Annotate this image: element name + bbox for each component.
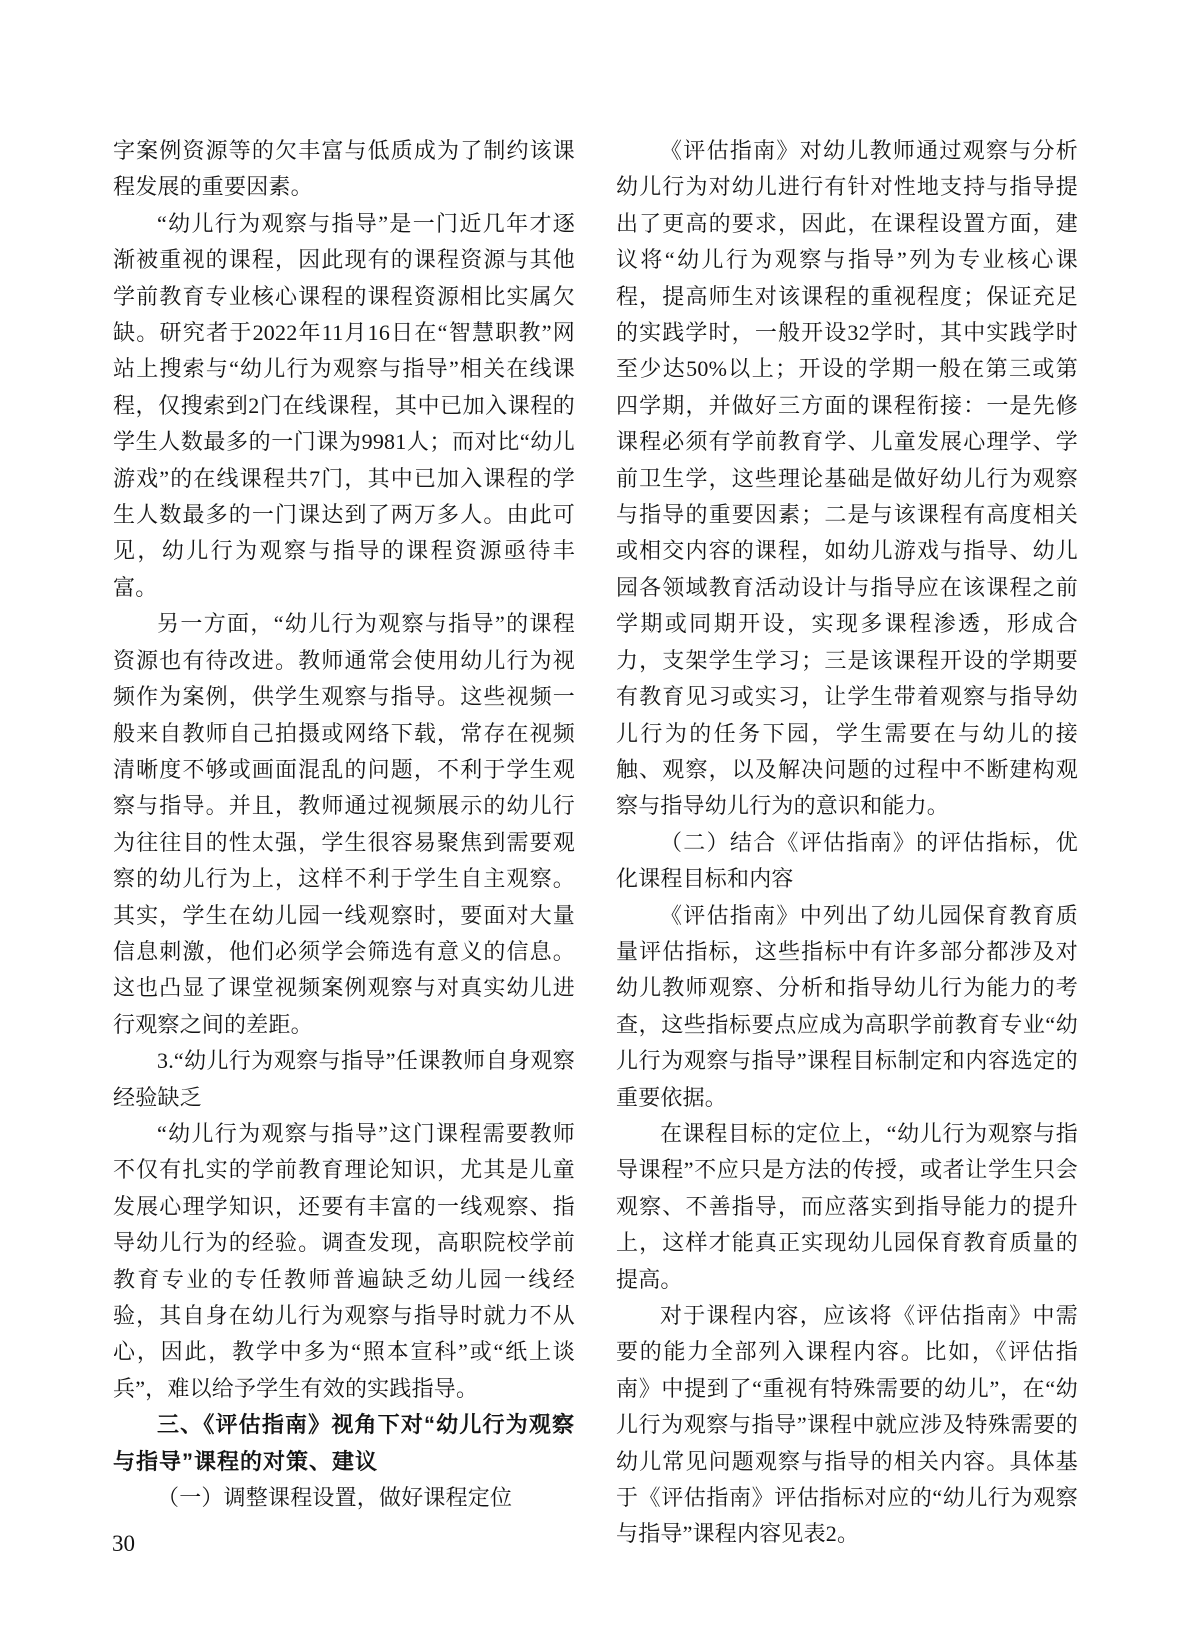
subsection-heading: 3.“幼儿行为观察与指导”任课教师自身观察经验缺乏 <box>113 1048 575 1110</box>
right-column <box>616 133 1078 1553</box>
paragraph: 《评估指南》对幼儿教师通过观察与分析幼儿行为对幼儿进行有针对性地支持与指导提出了更高的要求，因此，在课程设置方面，建议将“幼儿行为观察与指导”列为专业核心课程，提高师生对该课程的重视程度；保证充足的实践学时，一般开设32学时，其中实践学时至少达50%以上；开设的学期一般在第三或第四学期，并做好三方面的课程衔接：一是先修课程必须有学前教育学、儿童发展心理学、学前卫生学，这些理论基础是做好幼儿行为观察与指导的重要因素；二是与该课程有高度相关或相交内容的课程，如幼儿游戏与指导、幼儿园各领域教育活动设计与指导应在该课程之前学期或同期开设，实现多课程渗透，形成合力，支架学生学习；三是该课程开设的学期要有教育见习或实习，让学生带着观察与指导幼儿行为的任务下园，学生需要在与幼儿的接触、观察，以及解决问题的过程中不断建构观察与指导幼儿行为的意识和能力。 <box>616 138 1078 819</box>
paragraph: 另一方面，“幼儿行为观察与指导”的课程资源也有待改进。教师通常会使用幼儿行为视频作为案例，供学生观察与指导。这些视频一般来自教师自己拍摄或网络下载，常存在视频清晰度不够或画面混乱的问题，不利于学生观察与指导。并且，教师通过视频展示的幼儿行为往往目的性太强，学生很容易聚焦到需要观察的幼儿行为上，这样不利于学生自主观察。其实，学生在幼儿园一线观察时，要面对大量信息刺激，他们必须学会筛选有意义的信息。这也凸显了课堂视频案例观察与对真实幼儿进行观察之间的差距。 <box>113 611 575 1037</box>
paragraph: 对于课程内容，应该将《评估指南》中需要的能力全部列入课程内容。比如，《评估指南》中提到了“重视有特殊需要的幼儿”，在“幼儿行为观察与指导”课程中就应涉及特殊需要的幼儿常见问题观察与指导的相关内容。具体基于《评估指南》评估指标对应的“幼儿行为观察与指导”课程内容见表2。 <box>616 1303 1078 1547</box>
paragraph: “幼儿行为观察与指导”是一门近几年才逐渐被重视的课程，因此现有的课程资源与其他学前教育专业核心课程的课程资源相比实属欠缺。研究者于2022年11月16日在“智慧职教”网站上搜索与“幼儿行为观察与指导”相关在线课程，仅搜索到2门在线课程，其中已加入课程的学生人数最多的一门课为9981人；而对比“幼儿游戏”的在线课程共7门，其中已加入课程的学生人数最多的一门课达到了两万多人。由此可见，幼儿行为观察与指导的课程资源亟待丰富。 <box>113 210 575 600</box>
paragraph: “幼儿行为观察与指导”这门课程需要教师不仅有扎实的学前教育理论知识，尤其是儿童发展心理学知识，还要有丰富的一线观察、指导幼儿行为的经验。调查发现，高职院校学前教育专业的专任教师普遍缺乏幼儿园一线经验，其自身在幼儿行为观察与指导时就力不从心，因此，教学中多为“照本宣科”或“纸上谈兵”，难以给予学生有效的实践指导。 <box>113 1120 575 1401</box>
paragraph-continuation: 字案例资源等的欠丰富与低质成为了制约该课程发展的重要因素。 <box>113 138 575 200</box>
paragraph: 在课程目标的定位上，“幼儿行为观察与指导课程”不应只是方法的传授，或者让学生只会观察、不善指导，而应落实到指导能力的提升上，这样才能真正实现幼儿园保育教育质量的提高。 <box>616 1120 1078 1292</box>
subsection-heading: （一）调整课程设置，做好课程定位 <box>157 1485 513 1511</box>
paragraph: 《评估指南》中列出了幼儿园保育教育质量评估指标，这些指标中有许多部分都涉及对幼儿教师观察、分析和指导幼儿行为能力的考查，这些指标要点应成为高职学前教育专业“幼儿行为观察与指导”课程目标制定和内容选定的重要依据。 <box>616 902 1078 1110</box>
subsection-heading: （二）结合《评估指南》的评估指标，优化课程目标和内容 <box>616 829 1078 892</box>
section-heading: 三、《评估指南》视角下对“幼儿行为观察与指导”课程的对策、建议 <box>113 1412 575 1474</box>
page-number: 30 <box>112 1531 135 1556</box>
left-column <box>113 133 575 1516</box>
